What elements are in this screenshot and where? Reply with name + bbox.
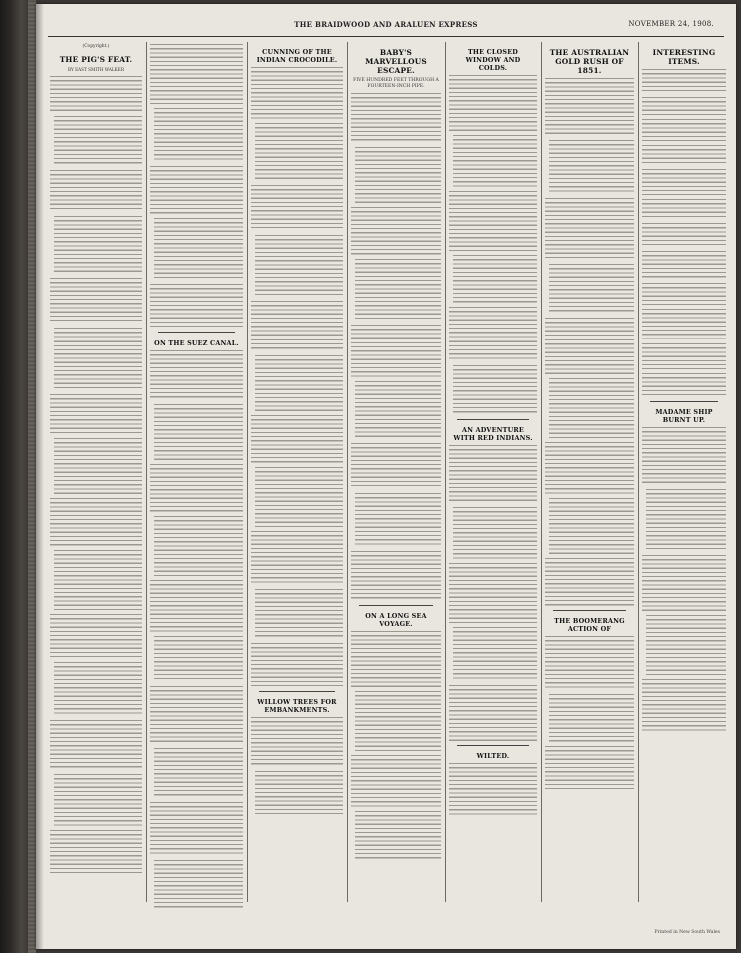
article-paragraph — [453, 627, 537, 681]
article-paragraph — [646, 489, 726, 551]
paper-title: THE BRAIDWOOD AND ARALUEN EXPRESS — [294, 20, 478, 29]
article-paragraph — [355, 811, 441, 859]
news-item — [642, 373, 726, 397]
article-paragraph — [549, 694, 634, 742]
news-item — [642, 309, 726, 339]
page-edges — [28, 0, 36, 953]
news-item — [642, 251, 726, 279]
article-paragraph — [453, 255, 537, 303]
article-divider — [259, 691, 335, 692]
article-paragraph — [54, 774, 142, 826]
news-item — [642, 119, 726, 141]
article-paragraph — [150, 802, 243, 856]
article-paragraph — [54, 662, 142, 716]
column-6 — [545, 42, 634, 902]
column-1 — [50, 42, 142, 902]
article-paragraph — [549, 264, 634, 314]
news-item — [642, 169, 726, 195]
article-paragraph — [549, 498, 634, 554]
article-paragraph — [150, 686, 243, 744]
article-headline: CUNNING OF THE INDIAN CROCODILE. — [256, 48, 338, 64]
news-item — [642, 343, 726, 369]
article-paragraph — [154, 404, 243, 460]
article-paragraph — [449, 307, 537, 361]
article-paragraph — [50, 278, 142, 324]
book-spine — [0, 0, 36, 953]
news-item — [642, 199, 726, 219]
news-item — [642, 69, 726, 93]
gutter-shadow — [36, 4, 44, 949]
article-paragraph — [50, 170, 142, 212]
article-paragraph — [251, 185, 343, 231]
column-rule — [347, 42, 348, 902]
news-item — [642, 97, 726, 115]
article-paragraph — [355, 147, 441, 203]
newspaper-page — [36, 4, 736, 949]
article-paragraph — [54, 328, 142, 390]
article-paragraph — [642, 427, 726, 485]
running-head — [36, 20, 736, 34]
column-rule — [247, 42, 248, 902]
article-paragraph — [351, 551, 441, 601]
printer-credit: Printed in New South Wales — [654, 930, 720, 935]
article-paragraph — [54, 438, 142, 494]
article-headline: INTERESTING ITEMS. — [652, 48, 716, 66]
article-divider — [650, 401, 718, 402]
issue-date: NOVEMBER 24, 1908. — [628, 20, 714, 28]
article-paragraph — [251, 301, 343, 351]
article-paragraph — [154, 218, 243, 280]
article-byline: BY EAST SMITH WALKER — [68, 67, 124, 72]
column-rule — [541, 42, 542, 902]
article-divider — [359, 605, 433, 606]
article-paragraph — [150, 580, 243, 632]
article-paragraph — [545, 78, 634, 136]
article-headline: THE BOOMERANG ACTION OF — [554, 617, 625, 633]
article-paragraph — [453, 507, 537, 559]
article-paragraph — [355, 691, 441, 751]
column-4 — [351, 42, 441, 902]
article-divider — [457, 745, 529, 746]
article-paragraph — [453, 135, 537, 187]
article-paragraph — [150, 350, 243, 400]
news-item — [642, 145, 726, 165]
column-3 — [251, 42, 343, 902]
article-paragraph — [50, 614, 142, 658]
article-paragraph — [54, 550, 142, 610]
article-paragraph — [150, 44, 243, 104]
article-paragraph — [154, 748, 243, 798]
article-paragraph — [642, 679, 726, 733]
article-paragraph — [150, 464, 243, 512]
article-paragraph — [251, 717, 343, 767]
article-headline: THE CLOSED WINDOW AND COLDS. — [465, 48, 521, 72]
article-headline: WILTED. — [476, 752, 510, 760]
article-paragraph — [154, 108, 243, 162]
news-item — [642, 283, 726, 305]
article-paragraph — [154, 516, 243, 576]
column-rule — [445, 42, 446, 902]
article-paragraph — [154, 636, 243, 682]
masthead-rule — [48, 36, 724, 37]
news-item — [642, 223, 726, 247]
article-paragraph — [449, 563, 537, 623]
article-paragraph — [449, 685, 537, 741]
column-7 — [642, 42, 726, 902]
article-paragraph — [449, 191, 537, 251]
article-paragraph — [50, 720, 142, 770]
article-headline: BABY'S MARVELLOUS ESCAPE. — [365, 48, 427, 75]
article-divider — [158, 332, 235, 333]
article-paragraph — [642, 555, 726, 611]
article-paragraph — [646, 615, 726, 675]
article-paragraph — [255, 123, 343, 181]
article-paragraph — [50, 76, 142, 112]
column-rule — [638, 42, 639, 902]
article-paragraph — [150, 284, 243, 328]
article-paragraph — [251, 415, 343, 463]
article-paragraph — [545, 746, 634, 792]
article-paragraph — [255, 467, 343, 527]
article-paragraph — [549, 140, 634, 194]
article-headline: AN ADVENTURE WITH RED INDIANS. — [453, 426, 533, 442]
article-paragraph — [351, 443, 441, 489]
article-paragraph — [545, 558, 634, 606]
article-paragraph — [449, 445, 537, 503]
article-paragraph — [545, 442, 634, 494]
article-paragraph — [449, 763, 537, 815]
column-5 — [449, 42, 537, 902]
article-paragraph — [50, 498, 142, 546]
article-paragraph — [355, 381, 441, 439]
article-paragraph — [255, 771, 343, 817]
article-divider — [457, 419, 529, 420]
article-paragraph — [150, 166, 243, 214]
article-paragraph — [154, 860, 243, 908]
article-headline: ON THE SUEZ CANAL. — [154, 339, 239, 347]
article-headline: ON A LONG SEA VOYAGE. — [365, 612, 427, 628]
article-paragraph — [50, 830, 142, 876]
article-kicker: (Copyright.) — [82, 44, 110, 49]
article-paragraph — [545, 318, 634, 374]
article-paragraph — [355, 259, 441, 321]
article-paragraph — [351, 755, 441, 807]
article-paragraph — [255, 355, 343, 411]
article-headline: THE AUSTRALIAN GOLD RUSH OF 1851. — [549, 48, 630, 75]
article-headline: MADAME SHIP BURNT UP. — [655, 408, 713, 424]
article-paragraph — [54, 116, 142, 166]
article-divider — [553, 610, 626, 611]
article-paragraph — [355, 493, 441, 547]
article-paragraph — [351, 325, 441, 377]
article-paragraph — [251, 531, 343, 585]
article-paragraph — [351, 207, 441, 255]
article-paragraph — [54, 216, 142, 274]
article-headline: WILLOW TREES FOR EMBANKMENTS. — [257, 698, 337, 714]
article-paragraph — [251, 643, 343, 687]
article-paragraph — [351, 631, 441, 687]
article-paragraph — [50, 394, 142, 434]
column-rule — [146, 42, 147, 902]
column-2 — [150, 42, 243, 902]
article-paragraph — [545, 198, 634, 260]
article-paragraph — [453, 365, 537, 415]
article-paragraph — [251, 67, 343, 119]
article-paragraph — [449, 75, 537, 131]
article-paragraph — [255, 235, 343, 297]
article-paragraph — [351, 93, 441, 143]
article-paragraph — [549, 378, 634, 438]
article-paragraph — [545, 636, 634, 690]
article-headline: THE PIG'S FEAT. — [59, 55, 133, 64]
article-subhead: FIVE HUNDRED FEET THROUGH A FOURTEEN-INCH PIPE. — [353, 78, 439, 89]
article-paragraph — [255, 589, 343, 639]
